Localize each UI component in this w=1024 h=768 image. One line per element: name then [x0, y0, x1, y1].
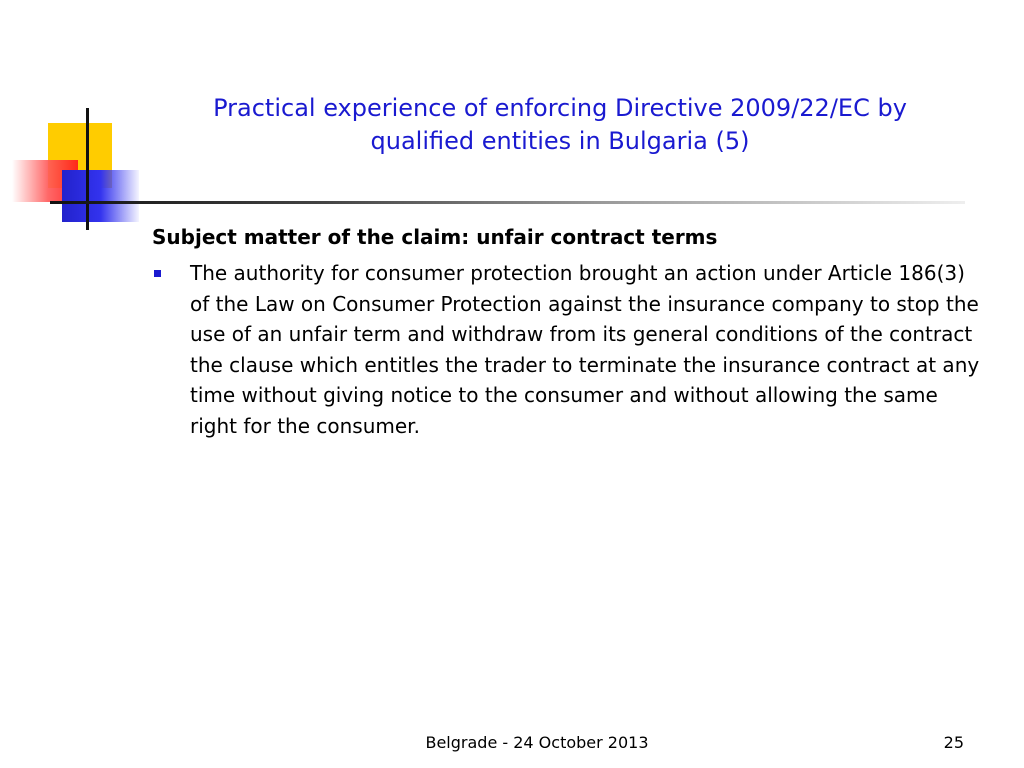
bullet-item [152, 258, 992, 441]
blue-square-shape [62, 170, 139, 222]
bullet-text: The authority for consumer protection brought an action under Article 186(3) of the Law on Consumer Protection against the insurance company to stop the use of an unfair term and withdraw from its general conditions of the contract the clause which entitles the trader to terminate the insurance contract at any time without giving notice to the consumer and without allowing the same right for the consumer. [190, 261, 980, 438]
subheading: Subject matter of the claim: unfair contract terms [152, 225, 718, 249]
vertical-rule-line [86, 108, 89, 230]
slide-title: Practical experience of enforcing Directive 2009/22/EC by qualified entities in Bulgaria (5) [213, 94, 907, 155]
slide-content [152, 222, 992, 441]
page-number: 25 [943, 733, 964, 752]
title-underline-rule [50, 201, 965, 204]
square-bullet-icon [154, 270, 161, 277]
decorative-logo [0, 0, 150, 240]
footer-text: Belgrade - 24 October 2013 [425, 733, 649, 752]
